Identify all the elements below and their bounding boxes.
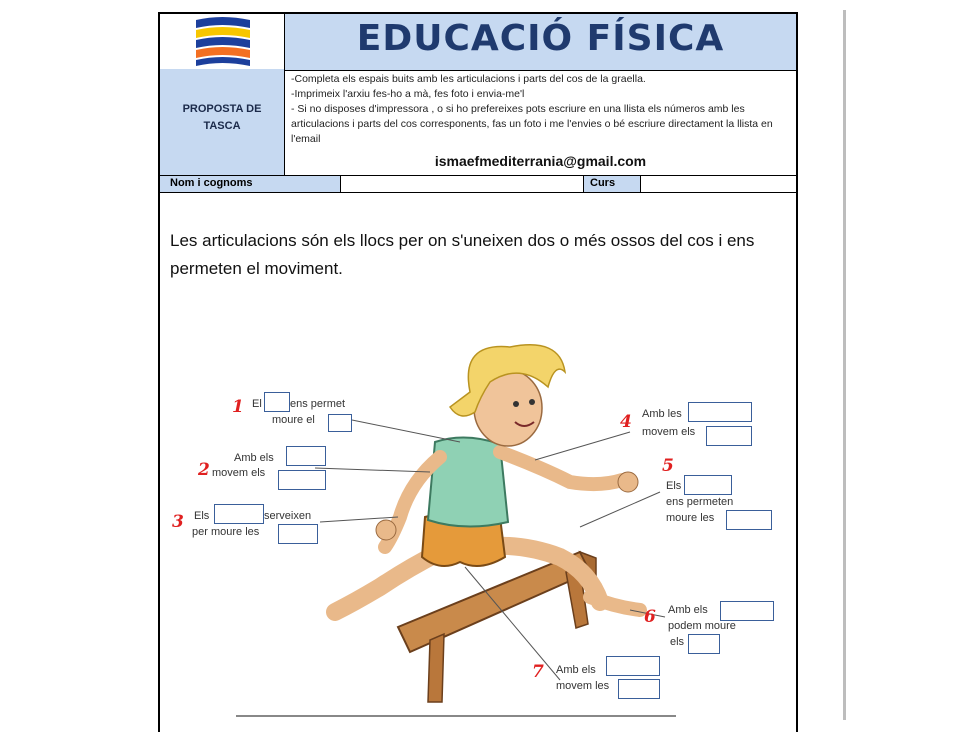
instruction-2: -Imprimeix l'arxiu fes-ho a mà, fes foto i envia-me'l (291, 88, 525, 100)
answer-box-5a[interactable] (684, 475, 732, 495)
label-3c: per moure les (192, 526, 260, 538)
bottom-table-edge (236, 715, 676, 717)
number-2: 2 (198, 460, 210, 480)
label-5a: Els (666, 480, 682, 492)
answer-box-7b[interactable] (618, 679, 660, 699)
label-7a: Amb els (556, 664, 596, 676)
answer-box-4a[interactable] (688, 402, 752, 422)
label-4a: Amb les (642, 408, 682, 420)
answer-box-3a[interactable] (214, 504, 264, 524)
intro-text: Les articulacions són els llocs per on s'uneixen dos o més ossos del cos i ens permeten el moviment. (170, 231, 755, 278)
answer-box-6b[interactable] (688, 634, 720, 654)
label-4b: movem els (642, 426, 696, 438)
page-edge-line (843, 10, 846, 720)
email-address[interactable]: ismaefmediterrania@gmail.com (434, 153, 647, 169)
label-6c: els (670, 636, 685, 648)
proposal-label: PROPOSTA DE TASCA (182, 103, 262, 132)
worksheet-page (158, 12, 798, 732)
number-3: 3 (172, 512, 184, 532)
answer-box-5b[interactable] (726, 510, 772, 530)
label-6b: podem moure (668, 620, 736, 632)
answer-box-6a[interactable] (720, 601, 774, 621)
number-7: 7 (532, 662, 544, 682)
label-6a: Amb els (668, 604, 708, 616)
instruction-1: -Completa els espais buits amb les articulacions i parts del cos de la graella. (291, 73, 646, 85)
label-7b: movem les (556, 680, 610, 692)
label-1c: moure el (272, 414, 315, 426)
answer-box-3b[interactable] (278, 524, 318, 544)
course-label: Curs (590, 177, 616, 189)
number-6: 6 (644, 607, 656, 627)
answer-box-2a[interactable] (286, 446, 326, 466)
answer-box-1a[interactable] (264, 392, 290, 412)
label-5c: moure les (666, 512, 715, 524)
number-4: 4 (620, 412, 632, 432)
answer-box-2b[interactable] (278, 470, 326, 490)
label-5b: ens permeten (666, 496, 734, 508)
label-1a: El (252, 398, 262, 410)
number-1: 1 (232, 397, 244, 417)
instruction-3: - Si no disposes d'impressora , o si ho prefereixes pots escriure en una llista els números amb les articulacions i parts del cos corresponents, fas un foto i me l'envies o bé escriure directament la llista en l'email (291, 103, 773, 145)
label-2a: Amb els (234, 452, 274, 464)
label-1b: ens permet (290, 398, 346, 410)
answer-box-4b[interactable] (706, 426, 752, 446)
answer-box-7a[interactable] (606, 656, 660, 676)
page-title: EDUCACIÓ FÍSICA (356, 18, 725, 59)
number-5: 5 (662, 456, 674, 476)
label-3b: serveixen (264, 510, 312, 522)
label-3a: Els (194, 510, 210, 522)
label-2b: movem els (212, 467, 266, 479)
answer-box-1b[interactable] (328, 414, 352, 432)
name-label: Nom i cognoms (170, 177, 253, 189)
